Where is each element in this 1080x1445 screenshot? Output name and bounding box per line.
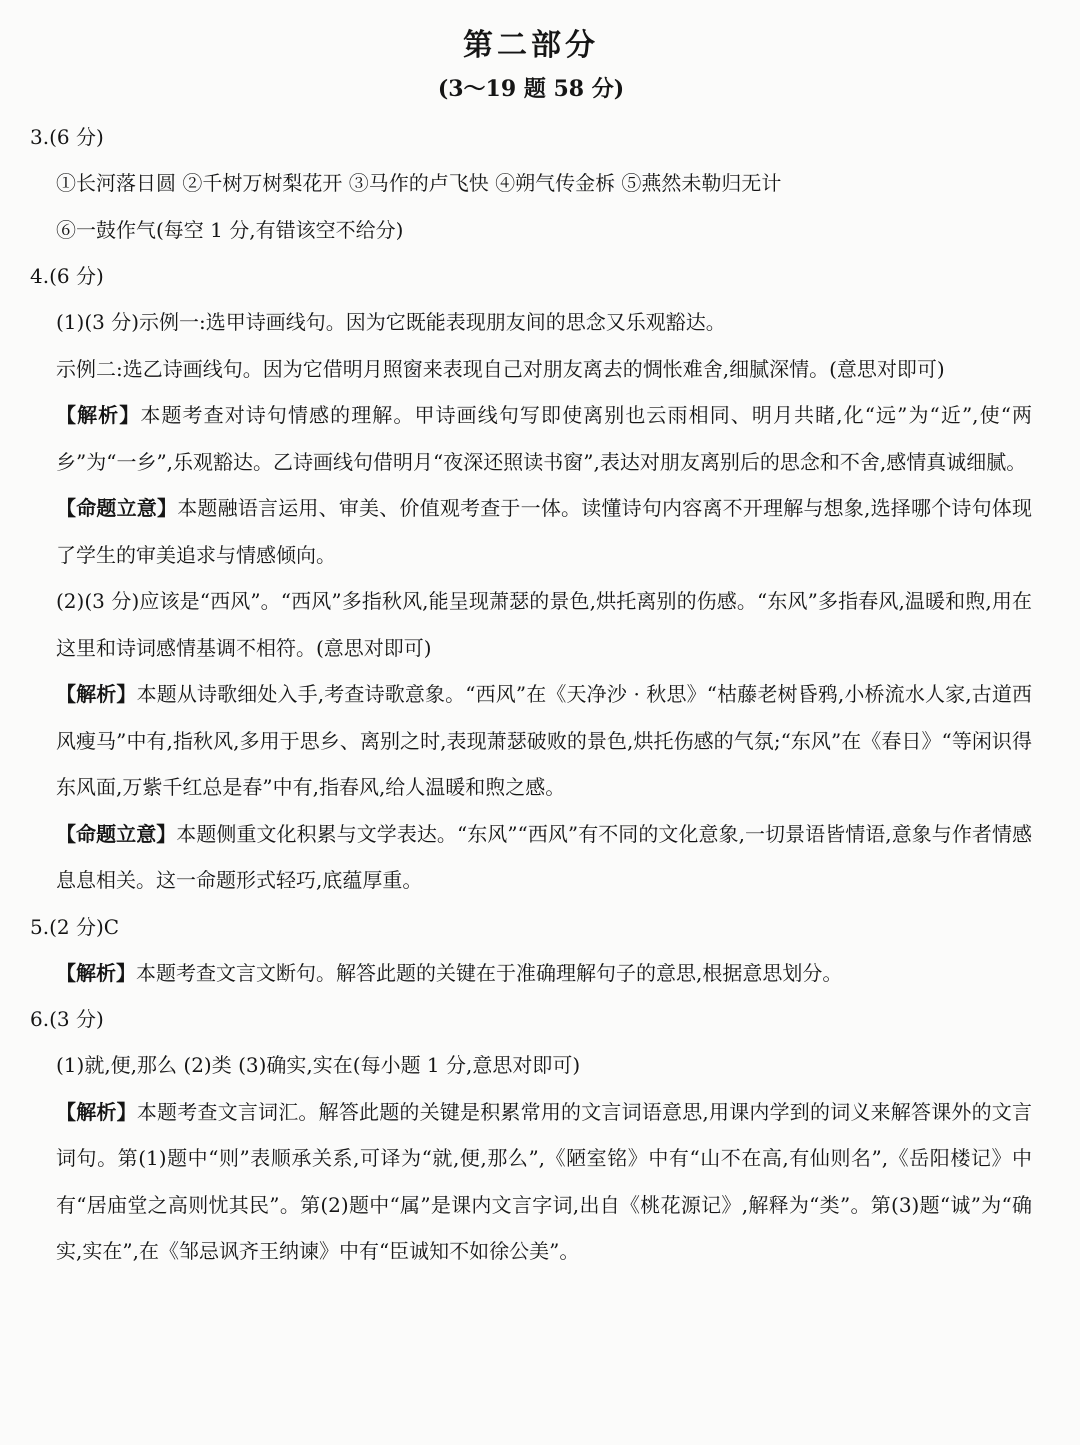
intent-tag: 【命题立意】	[56, 496, 178, 520]
analysis-text: 本题从诗歌细处入手,考查诗歌意象。“西风”在《天净沙 · 秋思》“枯藤老树昏鸦,小桥流水人家,古道西风瘦马”中有,指秋风,多用于思乡、离别之时,表现萧瑟破败的景色,烘托伤感的气氛;“东风”在《春日》“等闲识得东风面,万紫千红总是春”中有,指春风,给人温暖和煦之感。	[56, 682, 1033, 799]
analysis-text: 本题考查文言文断句。解答此题的关键在于准确理解句子的意思,根据意思划分。	[136, 960, 843, 985]
analysis-tag: 【解析】	[56, 682, 137, 706]
q3-answer-line1: ①长河落日圆 ②千树万树梨花开 ③马作的卢飞快 ④朔气传金柝 ⑤燕然未勒归无计	[56, 171, 782, 195]
q6-label: 6.(3 分)	[30, 1007, 104, 1031]
analysis-tag: 【解析】	[56, 960, 136, 985]
analysis-tag: 【解析】	[56, 403, 141, 427]
q6-analysis	[30, 1089, 1032, 1275]
q5-analysis	[30, 950, 1032, 997]
analysis-tag: 【解析】	[56, 1099, 137, 1124]
q4-analysis-1	[30, 392, 1032, 485]
q6-answer: (1)就,便,那么 (2)类 (3)确实,实在(每小题 1 分,意思对即可)	[56, 1053, 581, 1077]
q4-intent-2	[30, 811, 1032, 904]
analysis-text: 本题考查文言词汇。解答此题的关键是积累常用的文言词语意思,用课内学到的词义来解答课外的文言词句。第(1)题中“则”表顺承关系,可译为“就,便,那么”,《陋室铭》中有“山不在高,有仙则名”,《岳阳楼记》中有“居庙堂之高则忧其民”。第(2)题中“属”是课内文言字词,出自《桃花源记》,解释为“类”。第(3)题“诚”为“确实,实在”,在《邹忌讽齐王纳谏》中有“臣诚知不如徐公美”。	[56, 1099, 1033, 1263]
section-subtitle: (3～19 题 58 分)	[437, 76, 625, 102]
section-title: 第二部分	[463, 28, 599, 63]
q3-answer-line2: ⑥一鼓作气(每空 1 分,有错该空不给分)	[56, 217, 404, 242]
q4-label: 4.(6 分)	[30, 264, 104, 288]
q5-label: 5.(2 分)C	[30, 914, 120, 939]
q4-answer-2: (2)(3 分)应该是“西风”。“西风”多指秋风,能呈现萧瑟的景色,烘托离别的伤感。“东风”多指春风,温暖和煦,用在这里和诗词感情基调不相符。(意思对即可)	[56, 589, 1032, 660]
analysis-text: 本题考查对诗句情感的理解。甲诗画线句写即使离别也云雨相同、明月共睹,化“远”为“近”,使“两乡”为“一乡”,乐观豁达。乙诗画线句借明月“夜深还照读书窗”,表达对朋友离别后的思念和不舍,感情真诚细腻。	[56, 403, 1033, 474]
q4-analysis-2	[30, 671, 1032, 811]
intent-text: 本题侧重文化积累与文学表达。“东风”“西风”有不同的文化意象,一切景语皆情语,意象与作者情感息息相关。这一命题形式轻巧,底蕴厚重。	[56, 821, 1032, 892]
q3-label: 3.(6 分)	[30, 125, 104, 149]
q4-answer-1-example1: (1)(3 分)示例一:选甲诗画线句。因为它既能表现朋友间的思念又乐观豁达。	[56, 310, 726, 334]
q4-intent-1	[30, 485, 1032, 578]
intent-text: 本题融语言运用、审美、价值观考查于一体。读懂诗句内容离不开理解与想象,选择哪个诗句体现了学生的审美追求与情感倾向。	[56, 496, 1033, 567]
q4-answer-1-example2: 示例二:选乙诗画线句。因为它借明月照窗来表现自己对朋友离去的惆怅难舍,细腻深情。(意思对即可)	[56, 356, 945, 381]
intent-tag: 【命题立意】	[56, 821, 177, 846]
